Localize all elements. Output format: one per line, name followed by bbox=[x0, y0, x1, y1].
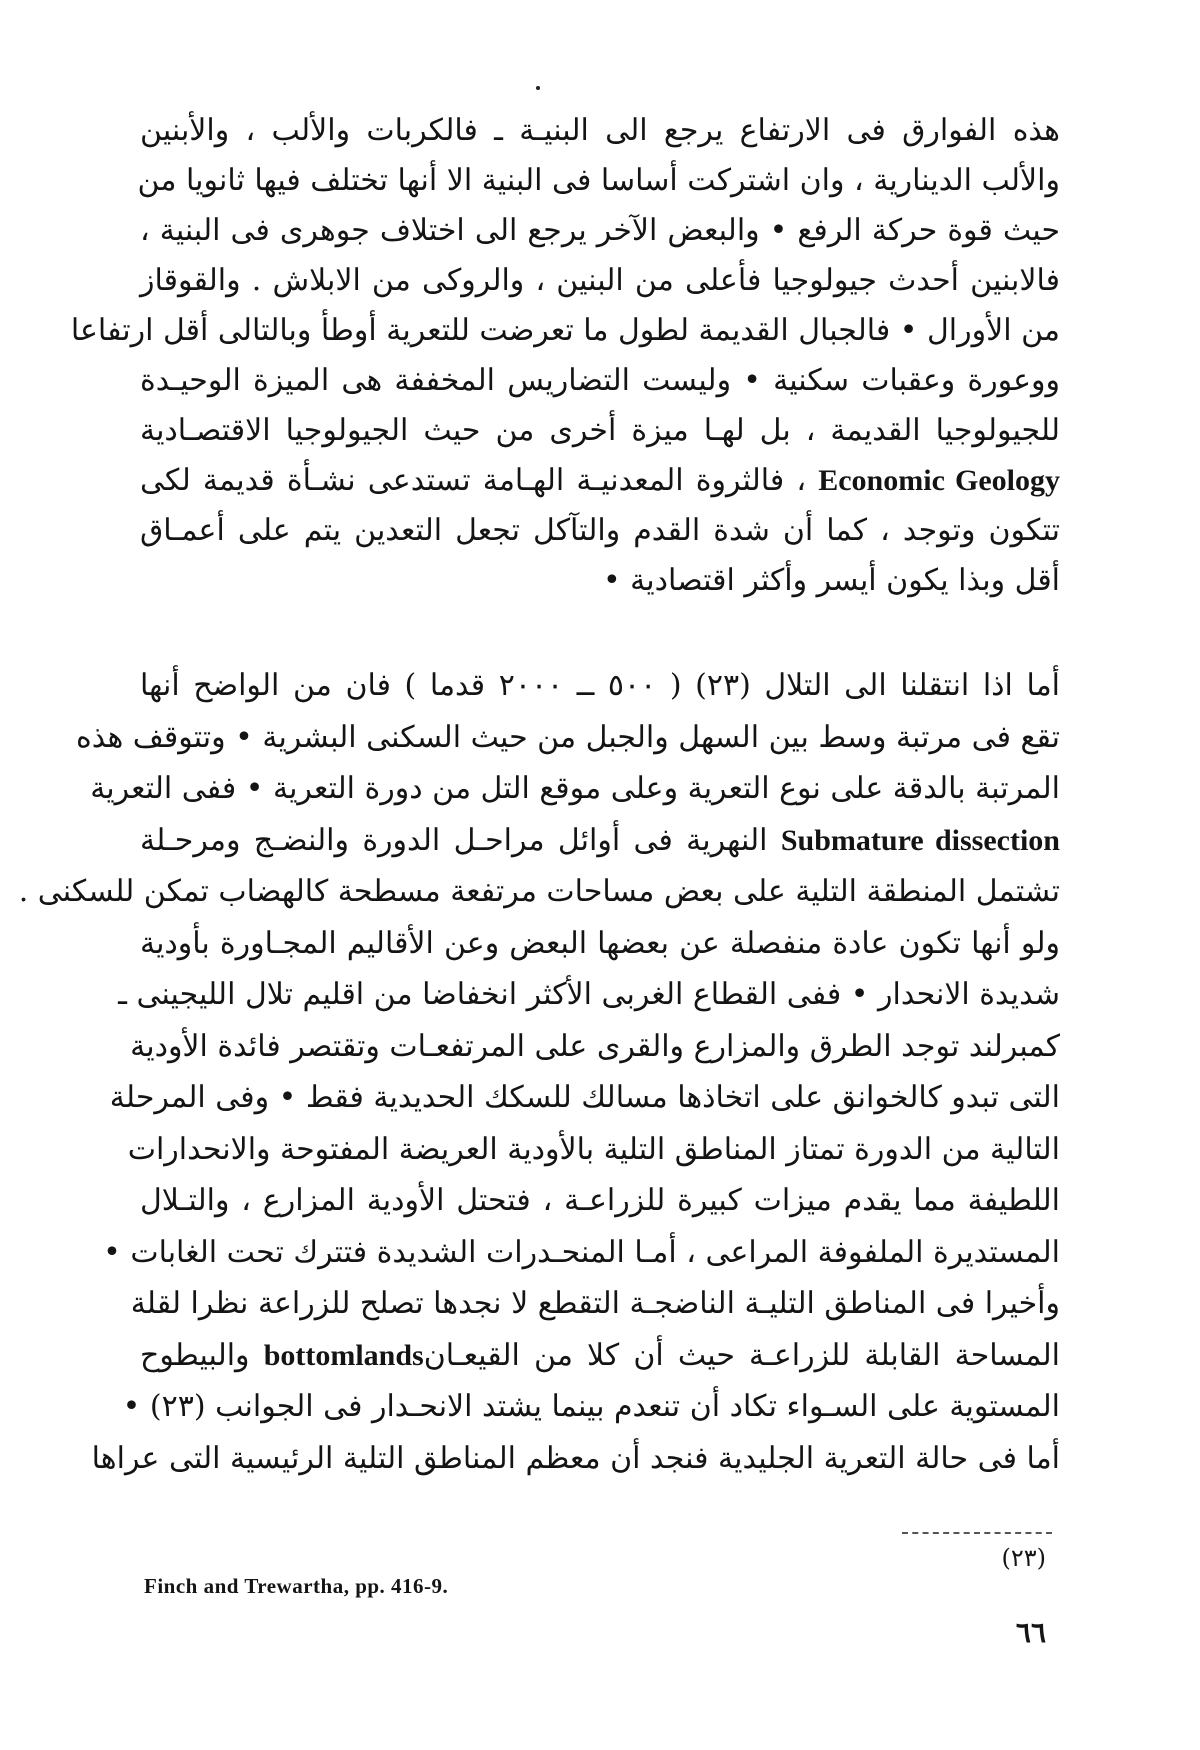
footnote-divider bbox=[902, 1532, 1052, 1534]
text-line: المستوية على السـواء تكاد أن تنعدم بينما يشتد الانحـدار فى الجوانب (٢٣) • bbox=[122, 1389, 1060, 1424]
text-line: التى تبدو كالخوانق على اتخاذها مسالك للسكك الحديدية فقط • وفى المرحلة bbox=[109, 1080, 1060, 1115]
footnote-number: (٢٣) bbox=[1001, 1544, 1046, 1572]
text-line: تقع فى مرتبة وسط بين السهل والجبل من حيث السكنى البشرية • وتتوقف هذه bbox=[75, 719, 1060, 755]
latin-term: bottomlands bbox=[263, 1338, 424, 1372]
text-line-mixed bbox=[140, 815, 1060, 867]
latin-term: Submature dissection bbox=[780, 823, 1060, 857]
page-number: ٦٦ bbox=[1015, 1616, 1046, 1649]
text-line: ولو أنها تكون عادة منفصلة عن بعضها البعض وعن الأقاليم المجـاورة بأودية bbox=[140, 925, 1060, 961]
text-line: أما اذا انتقلنا الى التلال (٢٣) ( ٥٠٠ ــ ٢٠٠٠ قدما ) فان من الواضح أنها bbox=[140, 668, 1061, 703]
text-line: فالابنين أحدث جيولوجيا فأعلى من البنين ، والروكى من الابلاش . والقوقاز bbox=[140, 263, 1060, 298]
text-line: ووعورة وعقبات سكنية • وليست التضاريس المخففة هى الميزة الوحيـدة bbox=[140, 363, 1060, 398]
text-line: المرتبة بالدقة على نوع التعرية وعلى موقع التل من دورة التعرية • ففى التعرية bbox=[90, 771, 1060, 806]
text-line: كمبرلند توجد الطرق والمزارع والقرى على المرتفعـات وتقتصر فائدة الأودية bbox=[130, 1028, 1060, 1064]
text-line: شديدة الانحدار • ففى القطاع الغربى الأكثر انخفاضا من اقليم تلال الليجينى ـ bbox=[118, 977, 1060, 1012]
paragraph-2 bbox=[18, 660, 1061, 1484]
text-line: هذه الفوارق فى الارتفاع يرجع الى البنيـة ـ فالكربات والألب ، والأبنين bbox=[140, 113, 1060, 148]
text-line: حيث قوة حركة الرفع • والبعض الآخر يرجع الى اختلاف جوهرى فى البنية ، bbox=[140, 213, 1060, 248]
text-line: أقل وبذا يكون أيسر وأكثر اقتصادية • bbox=[602, 563, 1060, 598]
arabic-segment: المساحة القابلة للزراعـة حيث أن كلا من القيعـان bbox=[423, 1337, 1060, 1373]
text-line: اللطيفة مما يقدم ميزات كبيرة للزراعـة ، فتحتل الأودية المزارع ، والتـلال bbox=[140, 1183, 1060, 1218]
text-line: والألب الدينارية ، وان اشتركت أساسا فى البنية الا أنها تختلف فيها ثانويا من bbox=[137, 163, 1060, 198]
latin-term: Economic Geology bbox=[818, 464, 1060, 497]
ink-dot bbox=[536, 86, 540, 90]
arabic-segment: ، فالثروة المعدنيـة الهـامة تستدعى نشـأة قديمة لكى bbox=[140, 463, 807, 498]
text-line: تشتمل المنطقة التلية على بعض مساحات مرتفعة مسطحة كالهضاب تمكن للسكنى . bbox=[18, 874, 1060, 909]
text-line-mixed bbox=[140, 1330, 1060, 1382]
text-line: أما فى حالة التعرية الجليدية فنجد أن معظم المناطق التلية الرئيسية التى عراها bbox=[91, 1440, 1060, 1476]
text-line: المستديرة الملفوفة المراعى ، أمـا المنحـدرات الشديدة فتترك تحت الغابات • bbox=[103, 1234, 1060, 1270]
footnote-text: Finch and Trewartha, pp. 416-9. bbox=[144, 1574, 449, 1598]
text-line: تتكون وتوجد ، كما أن شدة القدم والتآكل تجعل التعدين يتم على أعمـاق bbox=[140, 513, 1060, 548]
text-line: التالية من الدورة تمتاز المناطق التلية بالأودية العريضة المفتوحة والانحدارات bbox=[127, 1131, 1060, 1167]
text-line: للجيولوجيا القديمة ، بل لهـا ميزة أخرى من حيث الجيولوجيا الاقتصـادية bbox=[140, 413, 1060, 448]
paragraph-1 bbox=[70, 106, 1060, 606]
text-line: من الأورال • فالجبال القديمة لطول ما تعرضت للتعرية أوطأ وبالتالى أقل ارتفاعا bbox=[70, 313, 1060, 348]
text-line: وأخيرا فى المناطق التليـة الناضجـة التقطع لا نجدها تصلح للزراعة نظرا لقلة bbox=[130, 1286, 1060, 1321]
arabic-segment: النهرية فى أوائل مراحـل الدورة والنضـج ومرحـلة bbox=[140, 822, 768, 858]
text-line-mixed bbox=[140, 456, 1060, 506]
arabic-segment: والبيطوح bbox=[140, 1337, 250, 1373]
